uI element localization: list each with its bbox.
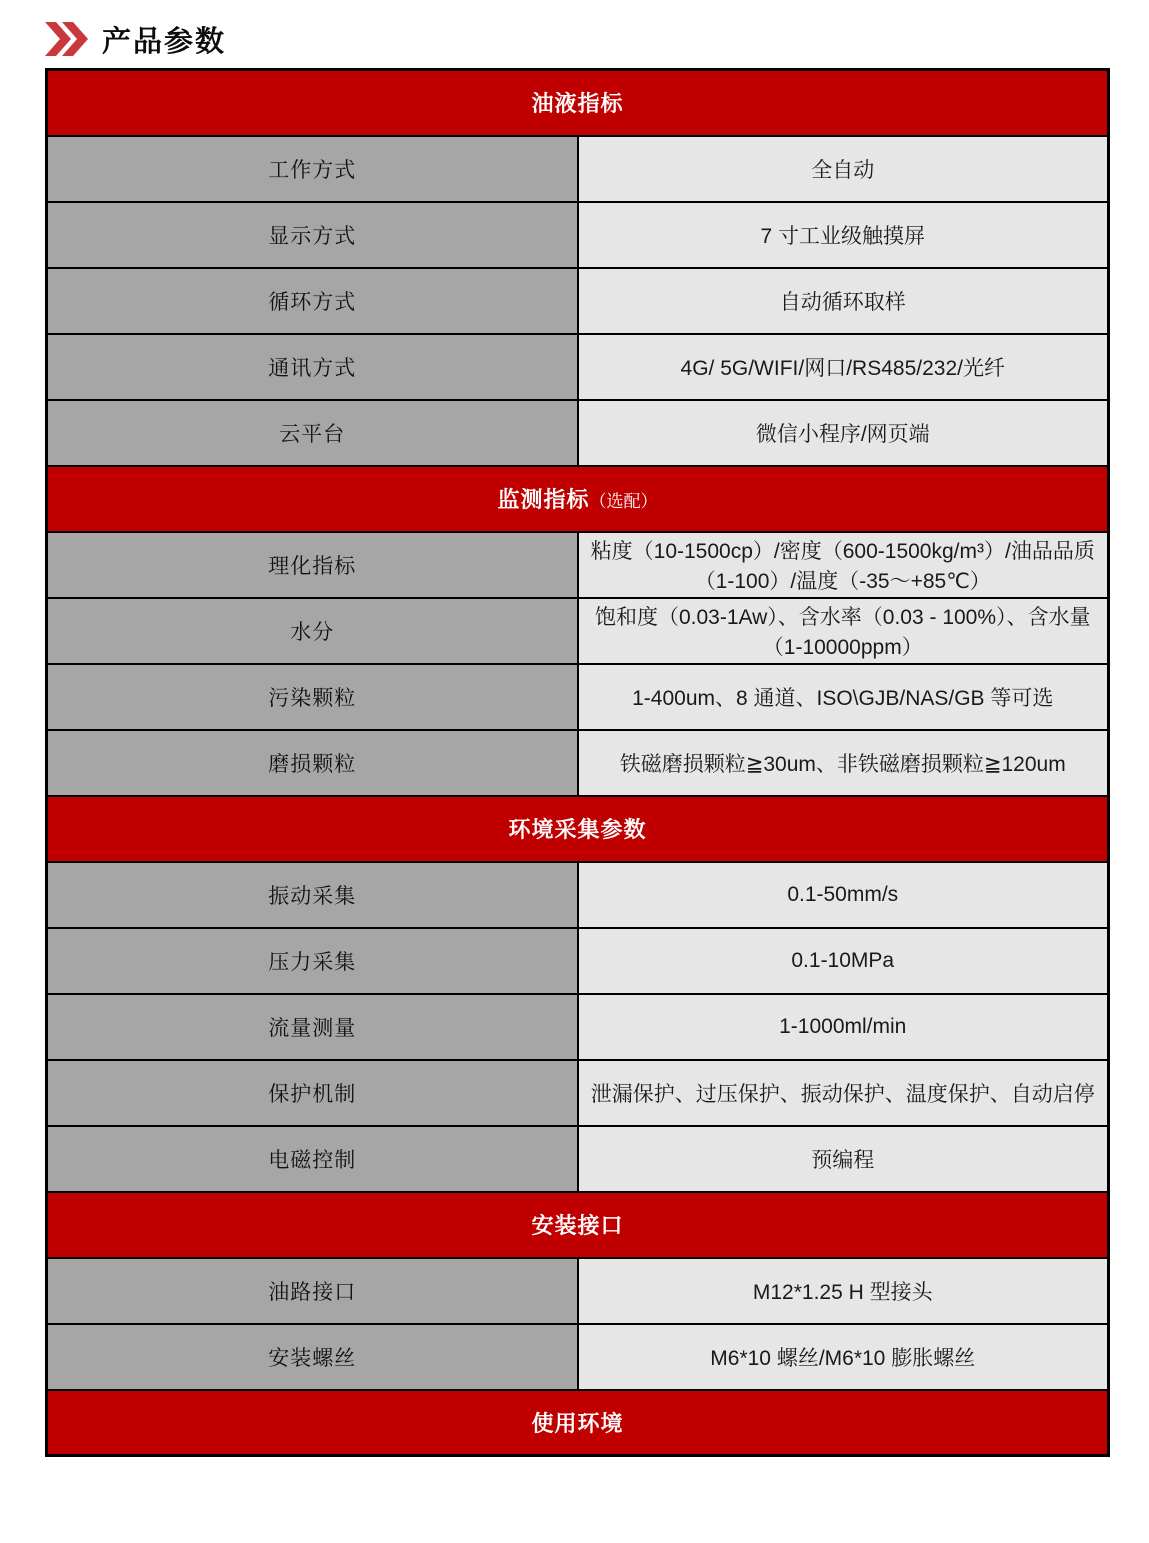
row-value: 自动循环取样 bbox=[578, 268, 1109, 334]
row-label: 通讯方式 bbox=[47, 334, 578, 400]
section-header-label: 环境采集参数 bbox=[508, 817, 647, 842]
table-row bbox=[47, 664, 1109, 730]
row-label: 循环方式 bbox=[47, 268, 578, 334]
row-value: M12*1.25 H 型接头 bbox=[578, 1258, 1109, 1324]
row-label: 压力采集 bbox=[47, 928, 578, 994]
row-label: 油路接口 bbox=[47, 1258, 578, 1324]
row-value: 全自动 bbox=[578, 136, 1109, 202]
table-row bbox=[47, 928, 1109, 994]
section-header-label: 油液指标 bbox=[531, 91, 624, 117]
row-label: 保护机制 bbox=[47, 1060, 578, 1126]
section-header-note: （选配） bbox=[589, 492, 658, 511]
table-row bbox=[47, 1324, 1109, 1390]
row-value: 7 寸工业级触摸屏 bbox=[578, 202, 1109, 268]
table-row bbox=[47, 1126, 1109, 1192]
row-label: 理化指标 bbox=[47, 532, 578, 598]
table-row bbox=[47, 730, 1109, 796]
row-value: 1-1000ml/min bbox=[578, 994, 1109, 1060]
row-value: 1-400um、8 通道、ISO\GJB/NAS/GB 等可选 bbox=[578, 664, 1109, 730]
row-value: 0.1-50mm/s bbox=[578, 862, 1109, 928]
section-header-label: 安装接口 bbox=[531, 1213, 624, 1238]
row-label: 安装螺丝 bbox=[47, 1324, 578, 1390]
section-header-oil-metrics bbox=[47, 70, 1109, 136]
row-value: 微信小程序/网页端 bbox=[578, 400, 1109, 466]
section-header-usage-environment bbox=[47, 1390, 1109, 1456]
table-row bbox=[47, 994, 1109, 1060]
table-row bbox=[47, 268, 1109, 334]
table-row bbox=[47, 862, 1109, 928]
row-label: 水分 bbox=[47, 598, 578, 664]
table-row bbox=[47, 598, 1109, 664]
row-value: 铁磁磨损颗粒≧30um、非铁磁磨损颗粒≧120um bbox=[578, 730, 1109, 796]
table-row bbox=[47, 202, 1109, 268]
row-value: 泄漏保护、过压保护、振动保护、温度保护、自动启停 bbox=[578, 1060, 1109, 1126]
row-label: 电磁控制 bbox=[47, 1126, 578, 1192]
row-value: 饱和度（0.03-1Aw）、含水率（0.03 - 100%）、含水量（1-10000ppm） bbox=[578, 598, 1109, 664]
section-header-row bbox=[47, 796, 1109, 862]
section-header-install-interface bbox=[47, 1192, 1109, 1258]
row-label: 磨损颗粒 bbox=[47, 730, 578, 796]
section-header-row bbox=[47, 1192, 1109, 1258]
table-row bbox=[47, 400, 1109, 466]
spec-table bbox=[45, 68, 1110, 1457]
table-row bbox=[47, 334, 1109, 400]
row-label: 云平台 bbox=[47, 400, 578, 466]
section-header-row bbox=[47, 70, 1109, 136]
row-value: 0.1-10MPa bbox=[578, 928, 1109, 994]
table-row bbox=[47, 1258, 1109, 1324]
row-value: 预编程 bbox=[578, 1126, 1109, 1192]
section-header-label: 监测指标 bbox=[497, 487, 590, 512]
page-title-row bbox=[0, 0, 1149, 58]
row-value: 粘度（10-1500cp）/密度（600-1500kg/m³）/油品品质（1-100）/温度（-35～+85℃） bbox=[578, 532, 1109, 598]
row-label: 污染颗粒 bbox=[47, 664, 578, 730]
section-header-label: 使用环境 bbox=[531, 1410, 624, 1436]
section-header-monitoring-metrics bbox=[47, 466, 1109, 532]
row-label: 工作方式 bbox=[47, 136, 578, 202]
row-label: 流量测量 bbox=[47, 994, 578, 1060]
section-header-environment-params bbox=[47, 796, 1109, 862]
row-label: 振动采集 bbox=[47, 862, 578, 928]
table-row bbox=[47, 136, 1109, 202]
section-header-row bbox=[47, 1390, 1109, 1456]
page-title: 产品参数 bbox=[102, 25, 227, 58]
row-value: M6*10 螺丝/M6*10 膨胀螺丝 bbox=[578, 1324, 1109, 1390]
table-row bbox=[47, 532, 1109, 598]
double-chevron-right-icon bbox=[44, 21, 88, 57]
row-value: 4G/ 5G/WIFI/网口/RS485/232/光纤 bbox=[578, 334, 1109, 400]
row-label: 显示方式 bbox=[47, 202, 578, 268]
section-header-row bbox=[47, 466, 1109, 532]
table-row bbox=[47, 1060, 1109, 1126]
